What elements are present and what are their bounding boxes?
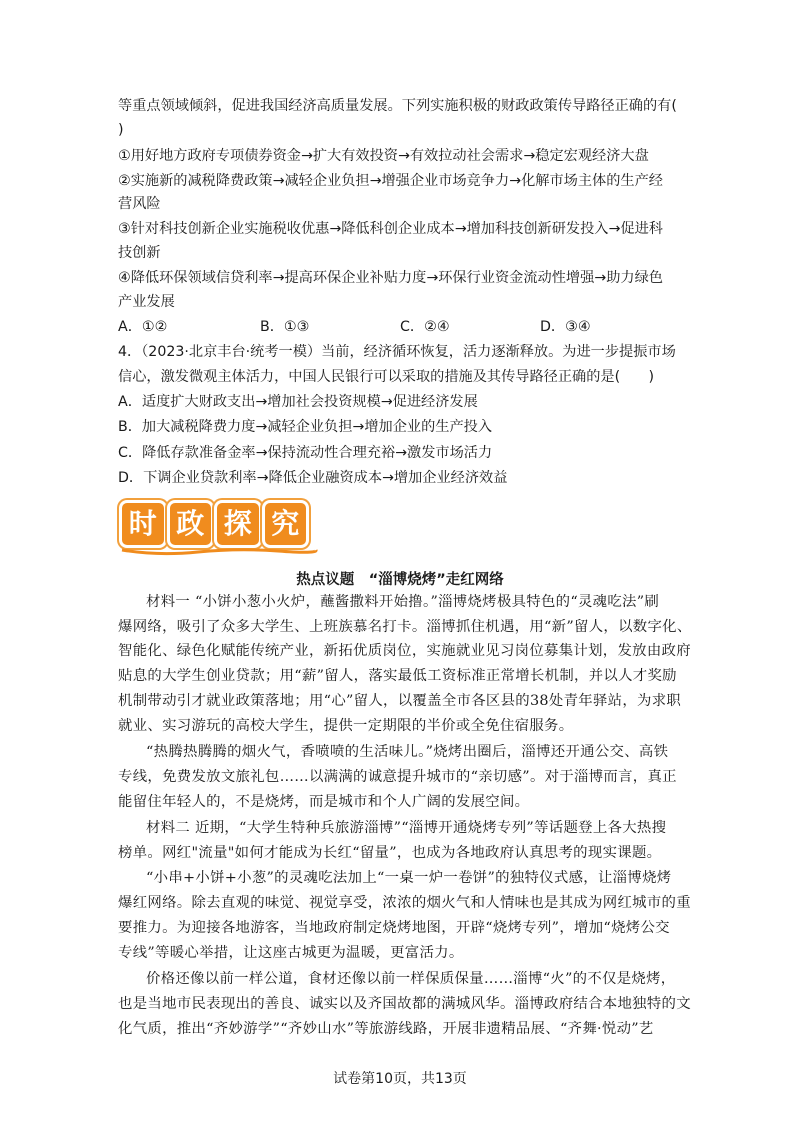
banner-char: 究 <box>265 503 307 545</box>
q3-line: ④降低环保领域信贷利率→提高环保企业补贴力度→环保行业资金流动性增强→助力绿色 <box>118 270 663 286</box>
material-line: “热腾热腾腾的烟火气，香喷喷的生活味儿。”烧烤出圈后，淄博还开通公交、高铁 <box>146 744 669 760</box>
material-line: 榜单。网红"流量"如何才能成为长红“留量”，也成为各地政府认真思考的现实课题。 <box>118 845 662 861</box>
section-banner <box>122 500 312 548</box>
q3-option-c: C．②④ <box>400 319 450 335</box>
q3-line: ①用好地方政府专项债券资金→扩大有效投资→有效拉动社会需求→稳定宏观经济大盘 <box>118 148 649 164</box>
q3-line: 技创新 <box>118 245 161 261</box>
material-line: 材料二 近期，“大学生特种兵旅游淄博”“淄博开通烧烤专列”等话题登上各大热搜 <box>146 820 667 836</box>
q3-option-b: B．①③ <box>260 319 310 335</box>
material-line: 智能化、绿色化赋能传统产业，新拓优质岗位，实施就业见习岗位募集计划，发放由政府 <box>118 643 691 659</box>
q4-option-d: D．下调企业贷款利率→降低企业融资成本→增加企业经济效益 <box>118 470 508 486</box>
banner-char: 时 <box>122 503 164 545</box>
q4-stem-line: 4．（2023·北京丰台·统考一模）当前，经济循环恢复，活力逐渐释放。为进一步提振市场 <box>118 344 676 360</box>
q4-option-b: B．加大减税降费力度→减轻企业负担→增加企业的生产投入 <box>118 419 493 435</box>
material-line: 爆网络，吸引了众多大学生、上班族慕名打卡。淄博抓住机遇，用“新”留人，以数字化、 <box>118 619 692 635</box>
material-line: 爆红网络。除去直观的味觉、视觉享受，浓浓的烟火气和人情味也是其成为网红城市的重 <box>118 895 691 911</box>
banner-char: 探 <box>217 503 259 545</box>
q3-option-d: D．③④ <box>540 319 591 335</box>
material-line: 也是当地市民表现出的善良、诚实以及齐国故都的满城风华。淄博政府结合本地独特的文 <box>118 996 691 1012</box>
material-line: 专线，免费发放文旅礼包……以满满的诚意提升城市的“亲切感”。对于淄博而言，真正 <box>118 769 677 785</box>
material-line: 专线”等暖心举措，让这座古城更为温暖，更富活力。 <box>118 945 464 961</box>
material-line: 机制带动引才就业政策落地；用“心”留人，以覆盖全市各区县的38处青年驿站，为求职 <box>118 693 682 709</box>
q3-option-a: A．①② <box>118 319 168 335</box>
material-line: 能留住年轻人的，不是烧烤，而是城市和个人广阔的发展空间。 <box>118 794 530 810</box>
material-line: 要推力。为迎接各地游客，当地政府制定烧烤地图，开辟“烧烤专列”，增加“烧烤公交 <box>118 920 670 936</box>
material-line: 材料一 “小饼小葱小火炉，蘸酱撒料开始撸。”淄博烧烤极具特色的“灵魂吃法”刷 <box>146 594 660 610</box>
q3-line: 产业发展 <box>118 294 175 310</box>
material-line: “小串+小饼+小葱”的灵魂吃法加上“一桌一炉一卷饼”的独特仪式感，让淄博烧烤 <box>146 870 672 886</box>
material-line: 就业、实习游玩的高校大学生，提供一定期限的半价或全免住宿服务。 <box>118 718 574 734</box>
page-footer: 试卷第10页，共13页 <box>333 1071 467 1087</box>
material-line: 价格还像以前一样公道，食材还像以前一样保质保量……淄博“火”的不仅是烧烤， <box>146 971 676 987</box>
material-line: 化气质，推出“齐妙游学”“齐妙山水”等旅游线路，开展非遗精品展、“齐舞·悦动”艺 <box>118 1021 654 1037</box>
q4-option-a: A．适度扩大财政支出→增加社会投资规模→促进经济发展 <box>118 394 478 410</box>
q3-line: ②实施新的减税降费政策→减轻企业负担→增强企业市场竞争力→化解市场主体的生产经 <box>118 173 663 189</box>
q3-line: ③针对科技创新企业实施税收优惠→降低科创企业成本→增加科技创新研发投入→促进科 <box>118 221 663 237</box>
banner-char: 政 <box>170 503 212 545</box>
q3-line: ) <box>118 122 124 138</box>
banner-underline <box>118 544 318 558</box>
q3-line: 营风险 <box>118 196 161 212</box>
topic-title: 热点议题 “淄博烧烤”走红网络 <box>296 572 504 588</box>
q4-stem-line: 信心，激发微观主体活力，中国人民银行可以采取的措施及其传导路径正确的是( ) <box>118 369 655 385</box>
material-line: 贴息的大学生创业贷款；用“薪”留人，落实最低工资标准正常增长机制，并以人才奖励 <box>118 668 677 684</box>
q4-option-c: C．降低存款准备金率→保持流动性合理充裕→激发市场活力 <box>118 445 493 461</box>
q3-line: 等重点领域倾斜，促进我国经济高质量发展。下列实施积极的财政政策传导路径正确的有( <box>118 98 677 114</box>
